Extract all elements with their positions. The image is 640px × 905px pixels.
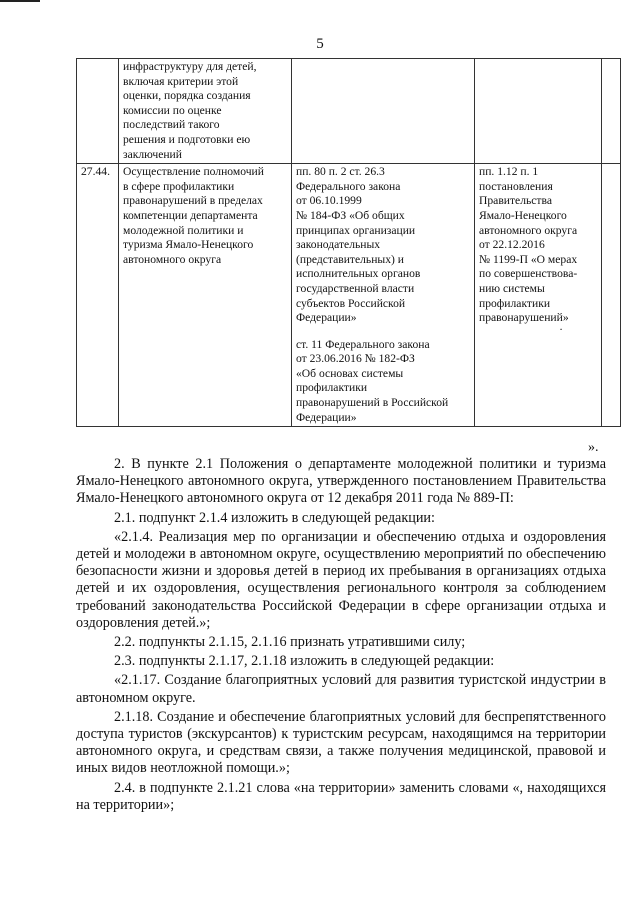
paragraph: 2.1. подпункт 2.1.4 изложить в следующей редакции: — [114, 509, 435, 526]
cell-number — [77, 164, 119, 427]
power-name-text: Осуществление полномочий в сфере профилактики правонарушений в пределах компетенции департамента молодежной политики и туризма Ямало-Ненецкого автономного округа — [123, 165, 264, 266]
competence-table — [76, 58, 621, 427]
paragraph: 2.2. подпункты 2.1.15, 2.1.16 признать утратившими силу; — [114, 634, 466, 651]
cell-name — [119, 59, 292, 164]
paragraph: «2.1.17. Создание благоприятных условий для развития туристской индустрии в автономном округе. — [76, 672, 606, 706]
top-edge-mark — [0, 0, 40, 2]
cell-name — [119, 164, 292, 427]
cell-act — [475, 59, 602, 164]
cell-act — [475, 164, 602, 427]
cell-law — [292, 164, 475, 427]
table-row-27-44 — [77, 164, 621, 427]
paragraph: 2.4. в подпункте 2.1.21 слова «на территории» заменить словами «, находящихся на территории»; — [76, 779, 606, 813]
table-row-continued — [77, 59, 621, 164]
cell-number — [77, 59, 119, 164]
amendment-text — [76, 456, 606, 816]
page-number: 5 — [316, 36, 324, 52]
cell-law — [292, 59, 475, 164]
federal-law-184: пп. 80 п. 2 ст. 26.3 Федерального закона от 06.10.1999 № 184-ФЗ «Об общих принципах организации законодательных (представительных) и исполнительных органов государственной власти субъектов Российской Федерации» — [296, 165, 421, 325]
continued-name-text: инфраструктуру для детей, включая критерии этой оценки, порядка создания комиссии по оценке последствий такого решения и подготовки ею заключений — [123, 60, 257, 161]
paragraph: «2.1.4. Реализация мер по организации и обеспечению отдыха и оздоровления детей и молодежи в автономном округе, осуществлению мероприятий по обеспечению безопасности жизни и здоровья детей в период их пребывания в организациях отдыха детей и их оздоровления, осуществления регионального контроля за соблюдением требований законодательства Российской Федерации в сфере организации отдыха и оздоровления детей.»; — [76, 528, 606, 631]
federal-law-182: ст. 11 Федерального закона от 23.06.2016 № 182-ФЗ «Об основах системы профилактики правонарушений в Российской Федерации» — [296, 337, 449, 424]
paragraph: 2.1.18. Создание и обеспечение благоприятных условий для беспрепятственного доступа туристов (экскурсантов) к туристским ресурсам, находящимся на территории автономного округа, и средствам связи, а также получения медицинской, правовой и иных видов неотложной помощи.»; — [76, 708, 606, 777]
closing-quote: ». — [588, 440, 599, 455]
row-number: 27.44. — [81, 165, 110, 179]
regional-act-text: пп. 1.12 п. 1 постановления Правительства Ямало-Ненецкого автономного округа от 22.12.2016 № 1199-П «О мерах по совершенствова- нию системы профилактики правонарушений» — [479, 165, 578, 325]
paragraph: 2.3. подпункты 2.1.17, 2.1.18 изложить в следующей редакции: — [114, 653, 495, 670]
cell-empty — [602, 59, 621, 164]
cell-empty — [602, 164, 621, 427]
stray-mark: · — [559, 322, 563, 336]
paragraph: 2. В пункте 2.1 Положения о департаменте молодежной политики и туризма Ямало-Ненецкого автономного округа, утвержденного постановлением Правительства Ямало-Ненецкого автономного округа от 12 декабря 2011 года № 889-П: — [76, 456, 606, 507]
